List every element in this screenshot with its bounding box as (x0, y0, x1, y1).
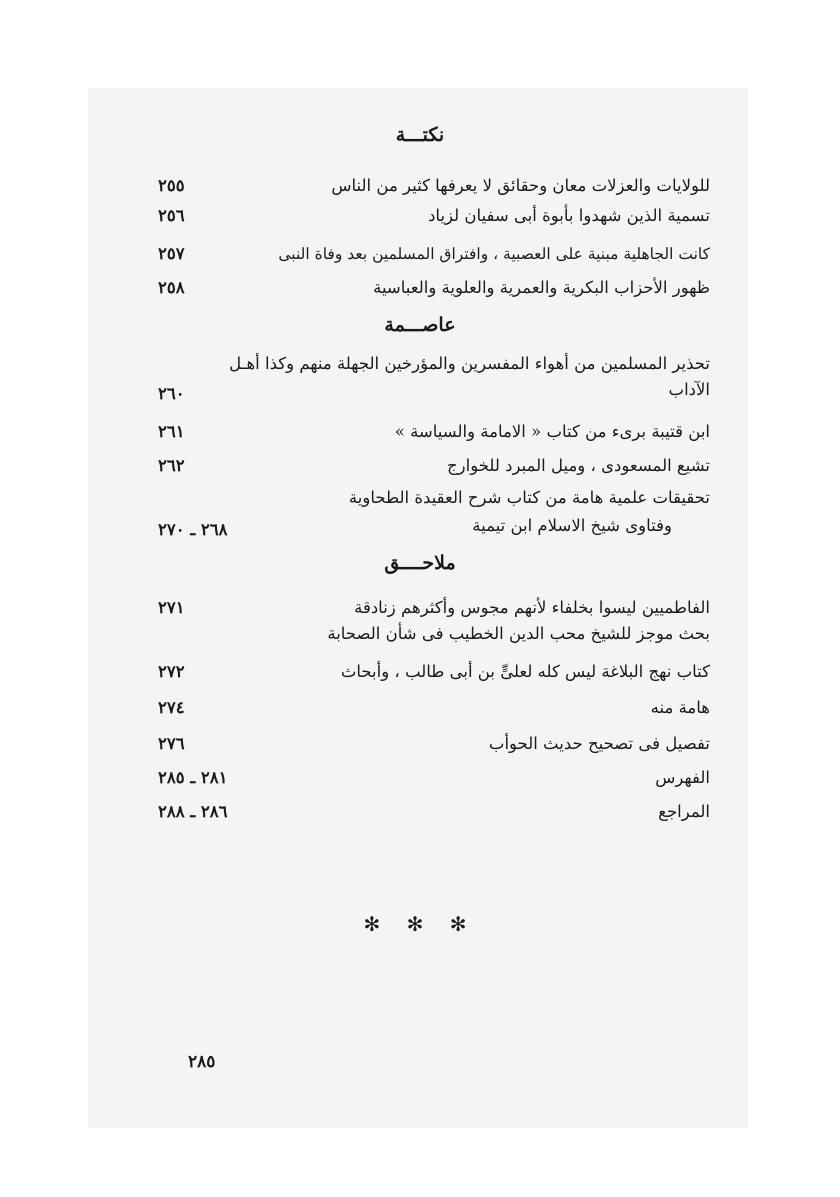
toc-entry-title-line1: الفاطميين ليسوا بخلفاء لأنهم مجوس وأكثرهم زنادقة (354, 598, 710, 617)
toc-entry-page: ٢٧٦ (158, 734, 185, 753)
toc-entry-page: ٢٦٠ (158, 384, 185, 403)
toc-entry (150, 416, 710, 448)
toc-entry-title: تشيع المسعودى ، وميل المبرد للخوارج (447, 456, 710, 475)
section-heading-nukta: نكتـــة (395, 124, 445, 146)
toc-entry-title-line1: تحذير المسلمين من أهواء المفسرين والمؤرخين الجهلة منهم وكذا أهـل (229, 354, 710, 373)
toc-entry-title: ابن قتيبة برىء من كتاب « الامامة والسياسة » (394, 422, 710, 441)
page-number: ٢٨٥ (188, 1052, 216, 1072)
toc-entry-title: تفصيل فى تصحيح حديث الحوأب (488, 734, 710, 753)
toc-entry (150, 762, 710, 794)
toc-entry (150, 238, 710, 270)
toc-entry-title-line1: تحقيقات علمية هامة من كتاب شرح العقيدة الطحاوية (348, 488, 710, 507)
toc-entry (150, 728, 710, 760)
toc-entry (150, 796, 710, 828)
toc-entry-page: ٢٧٢ (158, 662, 185, 681)
toc-entry-title: تسمية الذين شهدوا بأبوة أبى سفيان لزياد (428, 206, 710, 225)
toc-entry-title-line2: الآداب (668, 380, 710, 399)
toc-entry-page: ٢٥٧ (158, 244, 185, 263)
toc-entry (150, 200, 710, 232)
toc-entry-title-line2: بحث موجز للشيخ محب الدين الخطيب فى شأن الصحابة (327, 624, 710, 643)
toc-entry-title: للولايات والعزلات معان وحقائق لا يعرفها كثير من الناس (331, 176, 710, 195)
section-heading-asima: عاصـــمة (384, 314, 456, 336)
toc-entry (150, 692, 710, 724)
toc-entry-page: ٢٥٦ (158, 206, 185, 225)
toc-entry-page: ٢٥٥ (158, 176, 185, 195)
toc-entry-page: ٢٥٨ (158, 278, 185, 297)
toc-entry-title: كانت الجاهلية مبنية على العصبية ، وافتراق المسلمين بعد وفاة النبى (278, 245, 710, 263)
toc-entry-page: ٢٦٨ ـ ٢٧٠ (158, 520, 228, 539)
toc-entry-page: ٢٦٢ (158, 456, 185, 475)
toc-entry-title: كتاب نهج البلاغة ليس كله لعلىٍّ بن أبى طالب ، وأبحاث (340, 662, 710, 681)
toc-entry-title: ظهور الأحزاب البكرية والعمرية والعلوية والعباسية (373, 278, 710, 297)
toc-entry-page: ٢٨٦ ـ ٢٨٨ (158, 802, 228, 821)
toc-entry-title: هامة منه (650, 698, 710, 717)
toc-entry-page: ٢٨١ ـ ٢٨٥ (158, 768, 228, 787)
ornament-stars: ✻ ✻ ✻ (363, 912, 477, 936)
toc-entry (150, 656, 710, 688)
toc-entry-title: الفهرس (655, 768, 710, 787)
toc-entry-title-line2: وفتاوى شيخ الاسلام ابن تيمية (472, 516, 672, 535)
toc-entry (150, 450, 710, 482)
toc-entry-page: ٢٦١ (158, 422, 185, 441)
toc-entry-page: ٢٧١ (158, 598, 185, 617)
section-heading-appendices: ملاحــــق (384, 552, 456, 574)
toc-entry-title: المراجع (658, 802, 710, 821)
toc-entry-page: ٢٧٤ (158, 698, 185, 717)
toc-entry (150, 170, 710, 202)
toc-entry (150, 272, 710, 304)
